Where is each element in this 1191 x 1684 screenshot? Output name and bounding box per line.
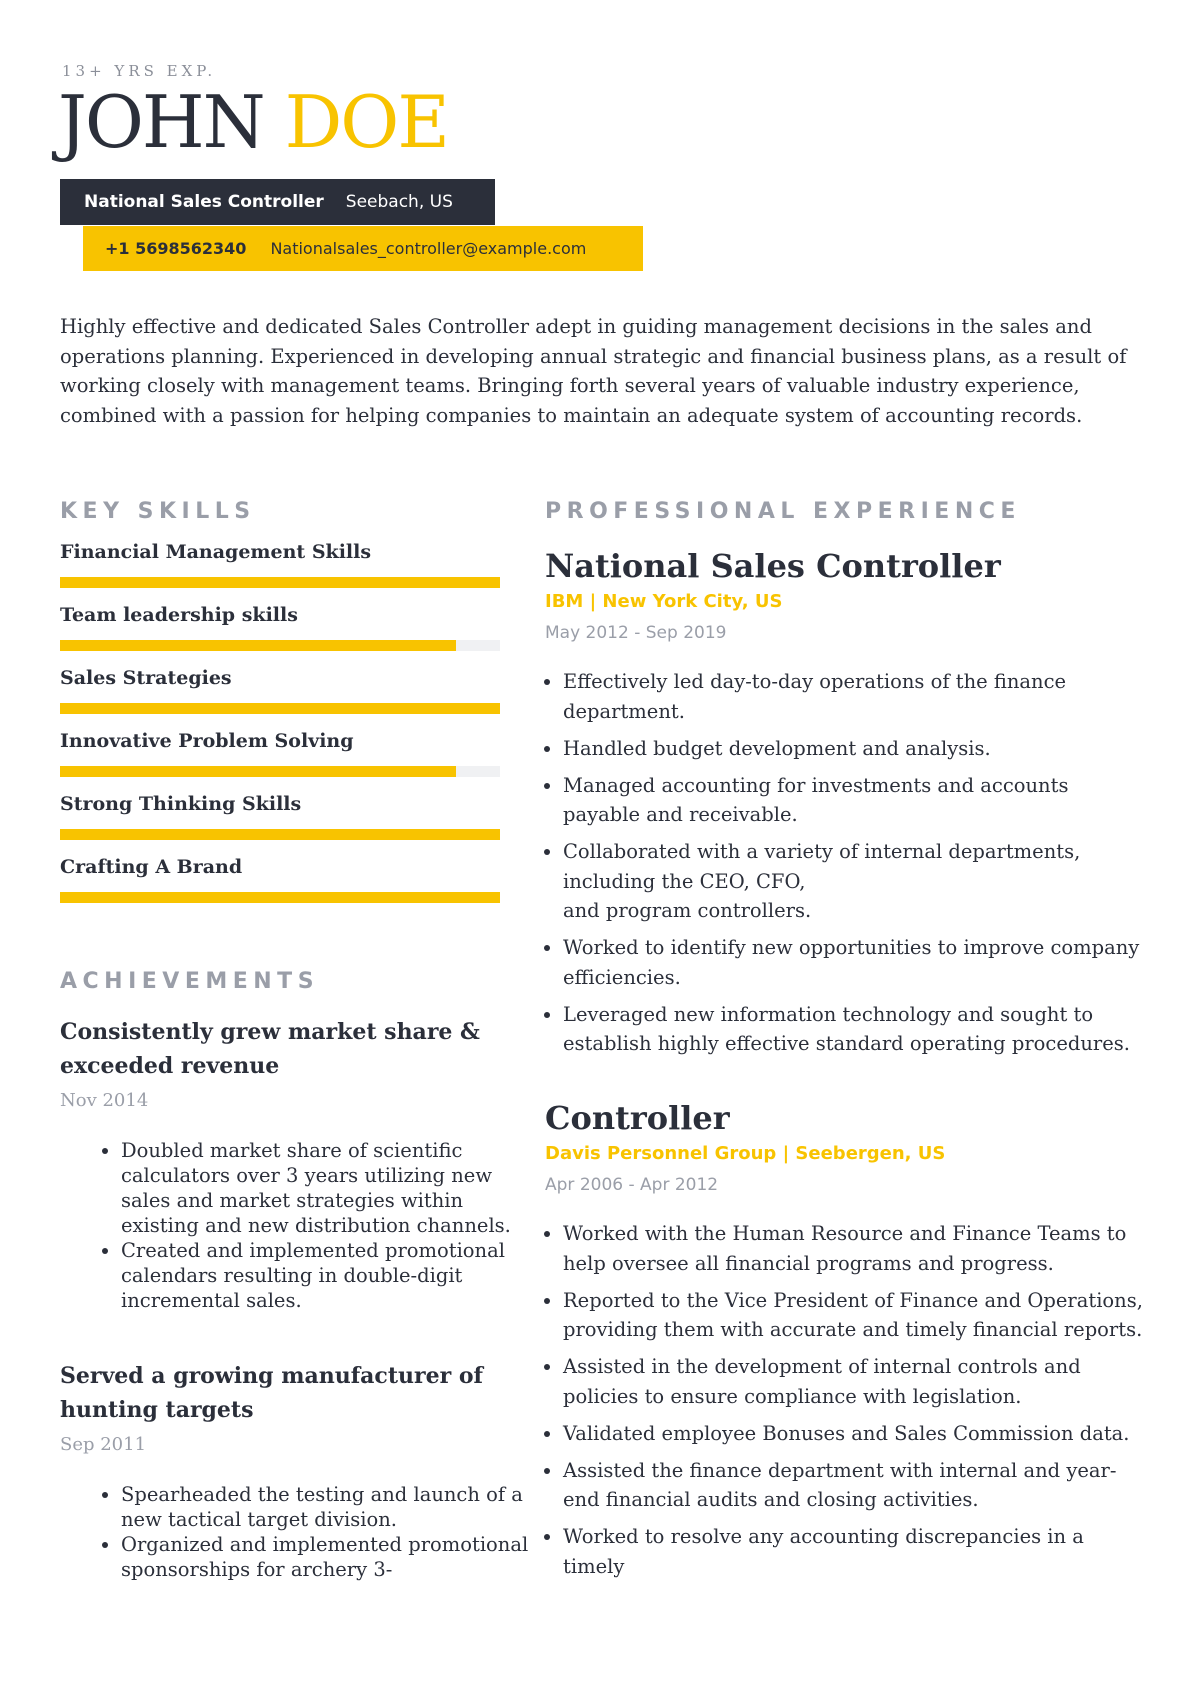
list-item: • Validated employee Bonuses and Sales Commission data.	[563, 1419, 1145, 1449]
list-item: • Assisted in the development of internal controls and policies to ensure compliance with legislation.	[563, 1352, 1145, 1411]
achievement-bullets	[103, 1482, 531, 1582]
job-company: IBM | New York City, US	[545, 591, 783, 612]
skill-item	[60, 667, 500, 714]
job-bullets	[545, 667, 1145, 1066]
location: Seebach, US	[345, 192, 453, 212]
job-title: Controller	[545, 1099, 730, 1137]
skill-name: Innovative Problem Solving	[60, 730, 354, 752]
skill-bar-fill	[60, 640, 456, 651]
skill-item	[60, 730, 500, 777]
achievement-bullets	[103, 1138, 531, 1313]
list-item: • Created and implemented promotional calendars resulting in double-digit incremental sales.	[121, 1238, 531, 1313]
first-name: JOHN	[58, 80, 264, 164]
list-item: • Effectively led day-to-day operations of the finance department.	[563, 667, 1145, 726]
list-item: • Worked to identify new opportunities to improve company efficiencies.	[563, 933, 1145, 992]
skills-heading: KEY SKILLS	[60, 499, 256, 524]
list-item: • Worked with the Human Resource and Finance Teams to help oversee all financial programs and progress.	[563, 1219, 1145, 1278]
skill-bar-fill	[60, 577, 500, 588]
list-item: • Assisted the finance department with internal and year-end financial audits and closing activities.	[563, 1456, 1145, 1515]
job-dates: Apr 2006 - Apr 2012	[545, 1175, 719, 1195]
list-item: • Handled budget development and analysis.	[563, 734, 1145, 764]
skill-bar-track	[60, 892, 500, 903]
skill-name: Financial Management Skills	[60, 541, 372, 563]
achievements-heading: ACHIEVEMENTS	[60, 969, 320, 994]
list-item-continuation: and program controllers.	[563, 899, 812, 922]
list-item: • Spearheaded the testing and launch of a new tactical target division.	[121, 1482, 531, 1532]
summary: Highly effective and dedicated Sales Controller adept in guiding management decisions in the sales and operations planning. Experienced in developing annual strategic and financial business plans, as a result of working closely with management teams. Bringing forth several years of valuable industry experience, combined with a passion for helping companies to maintain an adequate system of accounting records.	[60, 315, 1127, 427]
skill-bar-fill	[60, 829, 500, 840]
skill-bar-fill	[60, 703, 500, 714]
candidate-name	[58, 80, 448, 164]
skill-bar-fill	[60, 766, 456, 777]
job-dates: May 2012 - Sep 2019	[545, 623, 727, 643]
list-item: • Leveraged new information technology and sought to establish highly effective standard operating procedures.	[563, 1000, 1145, 1059]
email-address[interactable]: Nationalsales_controller@example.com	[270, 239, 587, 258]
list-item: • Collaborated with a variety of internal departments, including the CEO, CFO,	[563, 837, 1145, 896]
skill-item	[60, 604, 500, 651]
achievement-title: Consistently grew market share & exceeded revenue	[60, 1019, 480, 1079]
skill-name: Sales Strategies	[60, 667, 232, 689]
skill-bar-track	[60, 829, 500, 840]
skill-name: Crafting A Brand	[60, 856, 243, 878]
skill-bar-track	[60, 766, 500, 777]
achievement-title: Served a growing manufacturer of hunting targets	[60, 1363, 483, 1423]
skill-bar-track	[60, 703, 500, 714]
skill-name: Strong Thinking Skills	[60, 793, 302, 815]
skill-bar-track	[60, 640, 500, 651]
job-bullets	[545, 1219, 1145, 1589]
experience-years: 13+ YRS EXP.	[62, 62, 217, 80]
list-item: • Reported to the Vice President of Finance and Operations, providing them with accurate and timely financial reports.	[563, 1286, 1145, 1345]
list-item: • Organized and implemented promotional sponsorships for archery 3-	[121, 1532, 531, 1582]
skill-bar-fill	[60, 892, 500, 903]
last-name: DOE	[284, 80, 448, 164]
skill-name: Team leadership skills	[60, 604, 298, 626]
skill-bar-track	[60, 577, 500, 588]
job-role: National Sales Controller	[84, 192, 324, 212]
achievement-date: Sep 2011	[60, 1434, 147, 1455]
phone-number[interactable]: +1 5698562340	[105, 239, 247, 258]
achievement-date: Nov 2014	[60, 1090, 149, 1111]
title-bar	[60, 179, 495, 225]
skill-item	[60, 856, 500, 903]
contact-bar	[83, 226, 643, 271]
skill-item	[60, 541, 500, 588]
job-company: Davis Personnel Group | Seebergen, US	[545, 1143, 946, 1164]
list-item: • Managed accounting for investments and accounts payable and receivable.	[563, 771, 1145, 830]
experience-heading: PROFESSIONAL EXPERIENCE	[545, 499, 1021, 524]
list-item: • Worked to resolve any accounting discrepancies in a timely	[563, 1522, 1145, 1581]
list-item: • Doubled market share of scientific calculators over 3 years utilizing new sales and market strategies within existing and new distribution channels.	[121, 1138, 531, 1238]
skill-item	[60, 793, 500, 840]
job-title: National Sales Controller	[545, 547, 1001, 585]
